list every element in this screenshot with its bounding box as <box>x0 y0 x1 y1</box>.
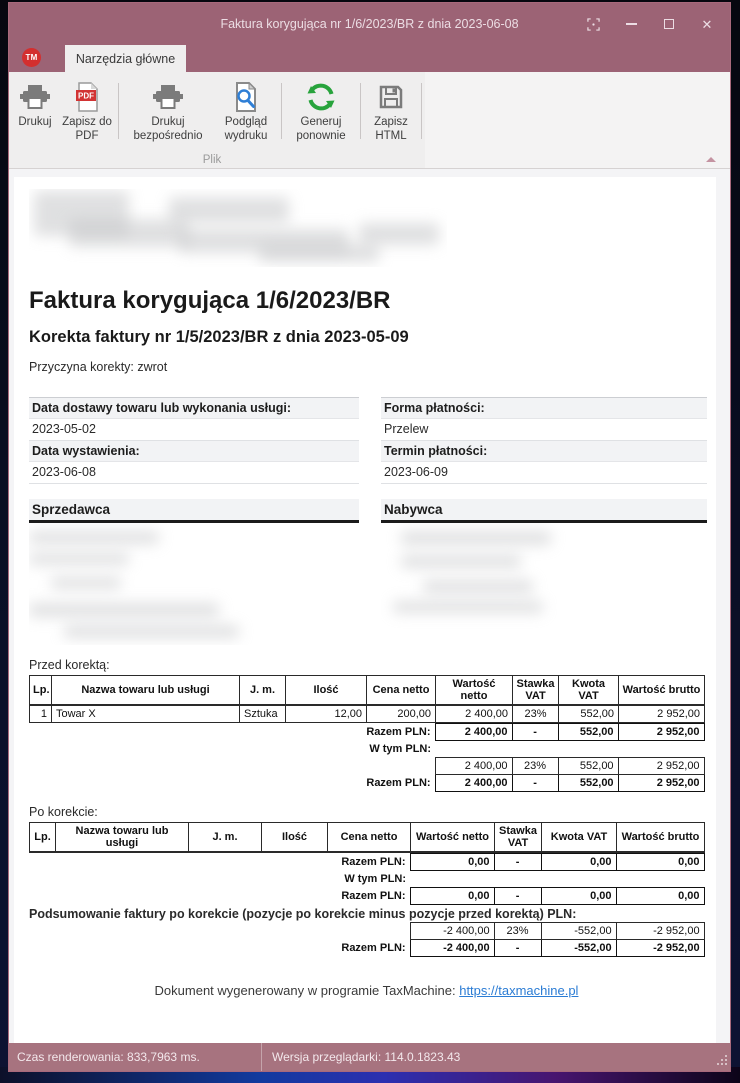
vat-rate: 23% <box>512 758 558 775</box>
ribbon-empty-area <box>425 72 730 168</box>
render-time-status: Czas renderowania: 833,7963 ms. <box>17 1050 200 1064</box>
cell-lp: 1 <box>30 705 52 723</box>
footer-text: Dokument wygenerowany w programie TaxMachine: <box>154 983 460 998</box>
total-vat-rate: - <box>512 724 558 741</box>
print-preview-icon <box>230 81 262 113</box>
col-header: Cena netto <box>367 676 436 706</box>
field-label: Termin płatności: <box>381 441 707 462</box>
regenerate-button[interactable] <box>285 79 357 145</box>
vat-amount: 552,00 <box>558 758 618 775</box>
after-wtym-row <box>29 871 704 887</box>
grip-dots-icon <box>716 1054 728 1066</box>
print-button[interactable] <box>11 79 59 132</box>
summary-table <box>29 922 705 957</box>
fields-right-column <box>381 397 707 484</box>
tab-narzedzia-glowne[interactable]: Narzędzia główne <box>65 45 186 72</box>
after-correction-table <box>29 822 705 853</box>
field-label: Data wystawienia: <box>29 441 359 462</box>
summary-total-net: -2 400,00 <box>410 940 494 957</box>
total-gross: 0,00 <box>616 854 704 871</box>
window-controls <box>574 3 726 45</box>
col-header: J. m. <box>240 676 286 706</box>
col-header: Ilość <box>286 676 367 706</box>
taxmachine-link[interactable]: https://taxmachine.pl <box>459 983 579 998</box>
ribbon-group-label: Plik <box>202 154 222 166</box>
buyer-header: Nabywca <box>381 499 707 523</box>
resize-grip[interactable] <box>716 1054 728 1069</box>
total-vat: 552,00 <box>558 775 618 792</box>
print-direct-button[interactable] <box>122 79 214 145</box>
col-header: Kwota VAT <box>559 676 619 706</box>
after-total-row-2 <box>29 887 705 905</box>
printer-icon <box>152 81 184 113</box>
col-header: Lp. <box>30 823 56 853</box>
cell-net-price: 200,00 <box>367 705 436 723</box>
table-header-row <box>30 676 705 706</box>
ribbon-separator <box>118 83 119 139</box>
total-label: Razem PLN: <box>341 890 406 902</box>
summary-vat-rate: 23% <box>494 923 541 940</box>
wtym-label: W tym PLN: <box>369 743 432 755</box>
total-gross: 2 952,00 <box>618 775 704 792</box>
col-header: Stawka VAT <box>495 823 542 853</box>
maximize-icon <box>664 19 674 29</box>
field-value: 2023-06-08 <box>29 462 359 484</box>
total-gross: 0,00 <box>616 888 704 905</box>
document-viewport <box>9 169 730 1043</box>
col-header: Stawka VAT <box>513 676 559 706</box>
col-header: Ilość <box>262 823 328 853</box>
col-header: Wartość brutto <box>619 676 705 706</box>
close-button[interactable] <box>688 3 726 45</box>
total-gross: 2 952,00 <box>618 724 704 741</box>
total-label: Razem PLN: <box>341 856 406 868</box>
summary-vat-gross: -2 952,00 <box>616 923 704 940</box>
print-preview-button-label: Podgląd wydruku <box>224 116 268 142</box>
total-vat-rate: - <box>494 854 541 871</box>
invoice-fields <box>29 397 708 484</box>
summary-vat-amount: -552,00 <box>541 923 616 940</box>
invoice-page <box>14 177 716 1043</box>
cell-vat-amount: 552,00 <box>559 705 619 723</box>
total-net: 0,00 <box>410 854 494 871</box>
total-net: 0,00 <box>410 888 494 905</box>
total-vat-rate: - <box>512 775 558 792</box>
after-total-row <box>29 853 705 871</box>
ribbon-tab-row <box>9 45 730 72</box>
app-window <box>8 2 731 1072</box>
total-label: Razem PLN: <box>341 942 406 954</box>
ribbon-separator <box>421 83 422 139</box>
correction-reason: Przyczyna korekty: zwrot <box>29 360 168 374</box>
window-title: Faktura korygująca nr 1/6/2023/BR z dnia 2023-06-08 <box>220 17 519 31</box>
close-icon: ✕ <box>701 16 713 32</box>
invoice-title: Faktura korygująca 1/6/2023/BR <box>29 287 391 314</box>
total-vat-rate: - <box>494 888 541 905</box>
summary-total-vat: -552,00 <box>541 940 616 957</box>
before-correction-label: Przed korektą: <box>29 658 110 672</box>
col-header: Wartość netto <box>436 676 513 706</box>
ribbon-separator <box>281 83 282 139</box>
fields-left-column <box>29 397 359 484</box>
before-wtym-row <box>29 741 704 757</box>
col-header: Wartość netto <box>411 823 495 853</box>
before-total-row <box>29 723 705 741</box>
wtym-label: W tym PLN: <box>344 873 407 885</box>
app-logo[interactable]: TM <box>22 48 41 67</box>
col-header: Kwota VAT <box>542 823 617 853</box>
maximize-button[interactable] <box>650 3 688 45</box>
total-net: 2 400,00 <box>435 775 512 792</box>
total-vat: 0,00 <box>541 888 616 905</box>
ribbon-collapse-icon[interactable] <box>706 157 716 162</box>
frame-corners-icon <box>587 18 600 31</box>
ribbon <box>9 72 730 169</box>
regenerate-button-label: Generuj ponownie <box>296 116 346 142</box>
company-header-redacted <box>29 189 447 267</box>
field-value: 2023-05-02 <box>29 419 359 441</box>
svg-text:PDF: PDF <box>78 91 94 101</box>
field-label: Forma płatności: <box>381 398 707 419</box>
focus-mode-button[interactable] <box>574 3 612 45</box>
col-header: Nazwa towaru lub usługi <box>52 676 240 706</box>
vat-net: 2 400,00 <box>435 758 512 775</box>
save-html-button-label: Zapisz HTML <box>374 116 408 142</box>
total-label: Razem PLN: <box>366 777 431 789</box>
table-header-row <box>30 823 705 853</box>
total-vat: 552,00 <box>558 724 618 741</box>
cell-unit: Sztuka <box>240 705 286 723</box>
summary-total-gross: -2 952,00 <box>616 940 704 957</box>
pdf-icon <box>71 81 103 113</box>
cell-vat-rate: 23% <box>513 705 559 723</box>
field-label: Data dostawy towaru lub wykonania usługi: <box>29 398 359 419</box>
parties-section <box>29 499 708 645</box>
ribbon-group-plik <box>9 72 425 168</box>
save-icon <box>375 81 407 113</box>
print-preview-button[interactable] <box>214 79 278 145</box>
field-value: Przelew <box>381 419 707 441</box>
titlebar[interactable] <box>9 3 730 45</box>
field-value: 2023-06-09 <box>381 462 707 484</box>
total-net: 2 400,00 <box>435 724 512 741</box>
buyer-details-redacted <box>381 523 707 645</box>
browser-version-status: Wersja przeglądarki: 114.0.1823.43 <box>272 1050 461 1064</box>
refresh-icon <box>305 81 337 113</box>
table-row <box>30 705 705 723</box>
seller-block <box>29 499 359 645</box>
before-correction-table <box>29 675 705 723</box>
summary-vat-net: -2 400,00 <box>410 923 494 940</box>
total-vat: 0,00 <box>541 854 616 871</box>
cell-name: Towar X <box>52 705 240 723</box>
summary-label: Podsumowanie faktury po korekcie (pozycje po korekcie minus pozycje przed korektą) PLN: <box>29 907 577 921</box>
col-header: J. m. <box>189 823 262 853</box>
cell-gross-value: 2 952,00 <box>619 705 705 723</box>
total-label: Razem PLN: <box>366 726 431 738</box>
cell-qty: 12,00 <box>286 705 367 723</box>
seller-details-redacted <box>29 523 359 645</box>
col-header: Wartość brutto <box>617 823 705 853</box>
cell-net-value: 2 400,00 <box>436 705 513 723</box>
save-pdf-button-label: Zapisz do PDF <box>62 116 112 142</box>
seller-header: Sprzedawca <box>29 499 359 523</box>
before-vat-breakdown <box>29 757 705 792</box>
ribbon-separator <box>360 83 361 139</box>
invoice-subtitle: Korekta faktury nr 1/5/2023/BR z dnia 2023-05-09 <box>29 328 409 346</box>
print-button-label: Drukuj <box>18 116 52 128</box>
generated-by-footer <box>29 983 704 998</box>
statusbar <box>9 1043 730 1071</box>
after-correction-label: Po korekcie: <box>29 805 98 819</box>
vat-gross: 2 952,00 <box>618 758 704 775</box>
col-header: Cena netto <box>328 823 411 853</box>
minimize-icon <box>626 23 637 24</box>
save-pdf-button[interactable] <box>59 79 115 145</box>
buyer-block <box>381 499 707 645</box>
save-html-button[interactable] <box>364 79 418 145</box>
printer-icon <box>19 81 51 113</box>
minimize-button[interactable] <box>612 3 650 45</box>
col-header: Nazwa towaru lub usługi <box>56 823 189 853</box>
col-header: Lp. <box>30 676 52 706</box>
print-direct-button-label: Drukuj bezpośrednio <box>133 116 203 142</box>
summary-total-vat-rate: - <box>494 940 541 957</box>
